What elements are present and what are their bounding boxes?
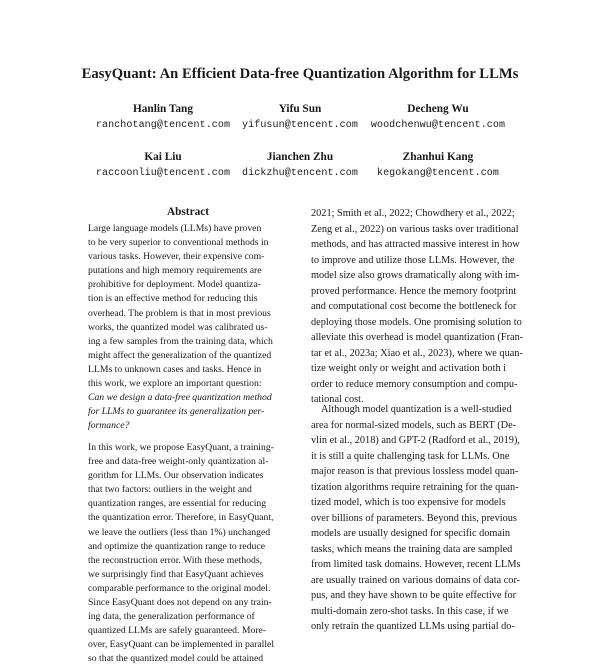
author-name: Hanlin Tang [133, 103, 193, 115]
text-line: and optimize the quantization range to reduce [88, 540, 265, 552]
author-name: Jianchen Zhu [266, 151, 334, 163]
text-line: might affect the generalization of the quantized [88, 349, 272, 361]
abstract-p2-text [88, 441, 281, 667]
text-line: over, EasyQuant can be implemented in parallel [88, 639, 275, 651]
text-line: Large language models (LLMs) have proven [88, 223, 262, 234]
abstract-p1-text [88, 222, 281, 433]
text-line: and computational cost become the bottleneck for [311, 301, 517, 312]
text-line: tar et al., 2023a; Xiao et al., 2023), where we quan- [311, 347, 523, 359]
text-line: it is still a quite challenging task for LLMs. One [311, 450, 510, 462]
author-block [353, 102, 523, 132]
intro-paragraph-1 [311, 206, 531, 408]
paper-title: EasyQuant: An Efficient Data-free Quantization Algorithm for LLMs [81, 66, 519, 82]
text-line: tational cost. [311, 394, 364, 405]
text-line: works, the quantized model was calibrated us- [88, 321, 268, 333]
text-line: Since EasyQuant does not depend on any train- [88, 597, 272, 609]
text-line: LLMs to unknown cases and tasks. Hence in [88, 363, 262, 375]
text-line: vlin et al., 2018) and GPT-2 (Radford et al., 2019), [311, 435, 520, 446]
text-line: we surprisingly find that EasyQuant achieves [88, 568, 264, 580]
author-name: Yifu Sun [278, 103, 322, 115]
text-line: models are usually designed for specific domain [311, 528, 511, 539]
abstract-paragraph-1 [88, 222, 281, 433]
text-line: Zeng et al., 2022) on various tasks over traditional [311, 223, 519, 235]
author-name: Kai Liu [144, 151, 182, 163]
text-line: the quantization error. Therefore, in EasyQuant, [88, 512, 274, 524]
abstract-heading: Abstract [166, 206, 210, 218]
text-line: so that the quantized model could be attained [88, 653, 264, 665]
intro-p1-text [311, 206, 531, 408]
text-line: quantization ranges, are essential for reducing [88, 498, 267, 510]
text-line: Although model quantization is a well-studied [321, 404, 512, 415]
text-line: to improve and utilize those LLMs. However, the [311, 254, 515, 266]
text-line: quantized LLMs are safely guaranteed. More- [88, 625, 267, 637]
text-line-italic: Can we design a data-free quantization method [88, 392, 272, 404]
author-name: Zhanhui Kang [402, 151, 474, 163]
text-line: are usually trained on various domains of data cor- [311, 574, 521, 586]
text-line: from limited task domains. However, recent LLMs [311, 559, 521, 570]
text-line: ing data, the generalization performance of [88, 611, 255, 623]
text-line: overhead. The problem is that in most previous [88, 307, 271, 319]
text-line: that two factors: outliers in the weight and [88, 484, 252, 496]
text-line: this work, we explore an important question: [88, 378, 262, 390]
text-line: putations and high memory requirements are [88, 265, 262, 277]
author-email: raccoonliu@tencent.com [95, 168, 231, 179]
author-block [353, 150, 523, 180]
text-line-italic: for LLMs to guarantee its generalization per- [88, 406, 265, 418]
text-line: In this work, we propose EasyQuant, a training- [88, 442, 274, 453]
text-line: various tasks. However, their expensive com- [88, 251, 265, 263]
text-line: multi-domain zero-shot tasks. In this case, if we [311, 605, 509, 617]
text-line: pus, and they have shown to be quite effective for [311, 590, 517, 601]
text-line: area for normal-sized models, such as BERT (De- [311, 419, 517, 431]
text-line: we leave the outliers (less than 1%) unchanged [88, 526, 271, 538]
text-line-italic: formance? [88, 420, 130, 432]
text-line: comparable performance to the original model. [88, 582, 271, 594]
text-line: tization algorithms require retraining for the quan- [311, 481, 519, 493]
text-line: model size also grows dramatically along with im- [311, 270, 520, 281]
author-email: ranchotang@tencent.com [95, 120, 231, 131]
text-line: gorithm for LLMs. Our observation indicates [88, 470, 264, 482]
author-email: woodchenwu@tencent.com [370, 120, 506, 131]
text-line: tized model, which is too expensive for models [311, 497, 506, 508]
author-email: kegokang@tencent.com [376, 168, 500, 179]
author-email: yifusun@tencent.com [242, 120, 358, 131]
text-line: only retrain the quantized LLMs using partial do- [311, 621, 515, 632]
text-line: prohibitive for deployment. Model quantiza- [88, 279, 261, 291]
text-line: methods, and has attracted massive interest in how [311, 239, 520, 250]
text-line: to be very superior to conventional methods in [88, 237, 269, 249]
author-name: Decheng Wu [407, 103, 469, 115]
text-line: tize weight only or weight and activation both i [311, 363, 507, 374]
text-line: tasks, which means the training data are sampled [311, 543, 513, 555]
text-line: order to reduce memory consumption and compu- [311, 378, 518, 390]
text-line: tion is an effective method for reducing this [88, 293, 258, 305]
text-line: proved performance. Hence the memory footprint [311, 285, 517, 297]
text-line: 2021; Smith et al., 2022; Chowdhery et al., 2022; [311, 208, 515, 219]
text-line: alleviate this overhead is model quantization (Fran- [311, 332, 524, 343]
text-line: free and data-free weight-only quantization al- [88, 456, 269, 468]
text-line: deploying those models. One promising solution to [311, 316, 522, 328]
text-line: over billions of parameters. Beyond this, previous [311, 512, 517, 524]
abstract-paragraph-2 [88, 441, 281, 667]
text-line: the reconstruction error. With these methods, [88, 554, 263, 566]
text-line: ing a few samples from the training data, which [88, 335, 273, 347]
author-email: dickzhu@tencent.com [242, 168, 358, 179]
text-line: major reason is that previous lossless model quan- [311, 466, 519, 477]
